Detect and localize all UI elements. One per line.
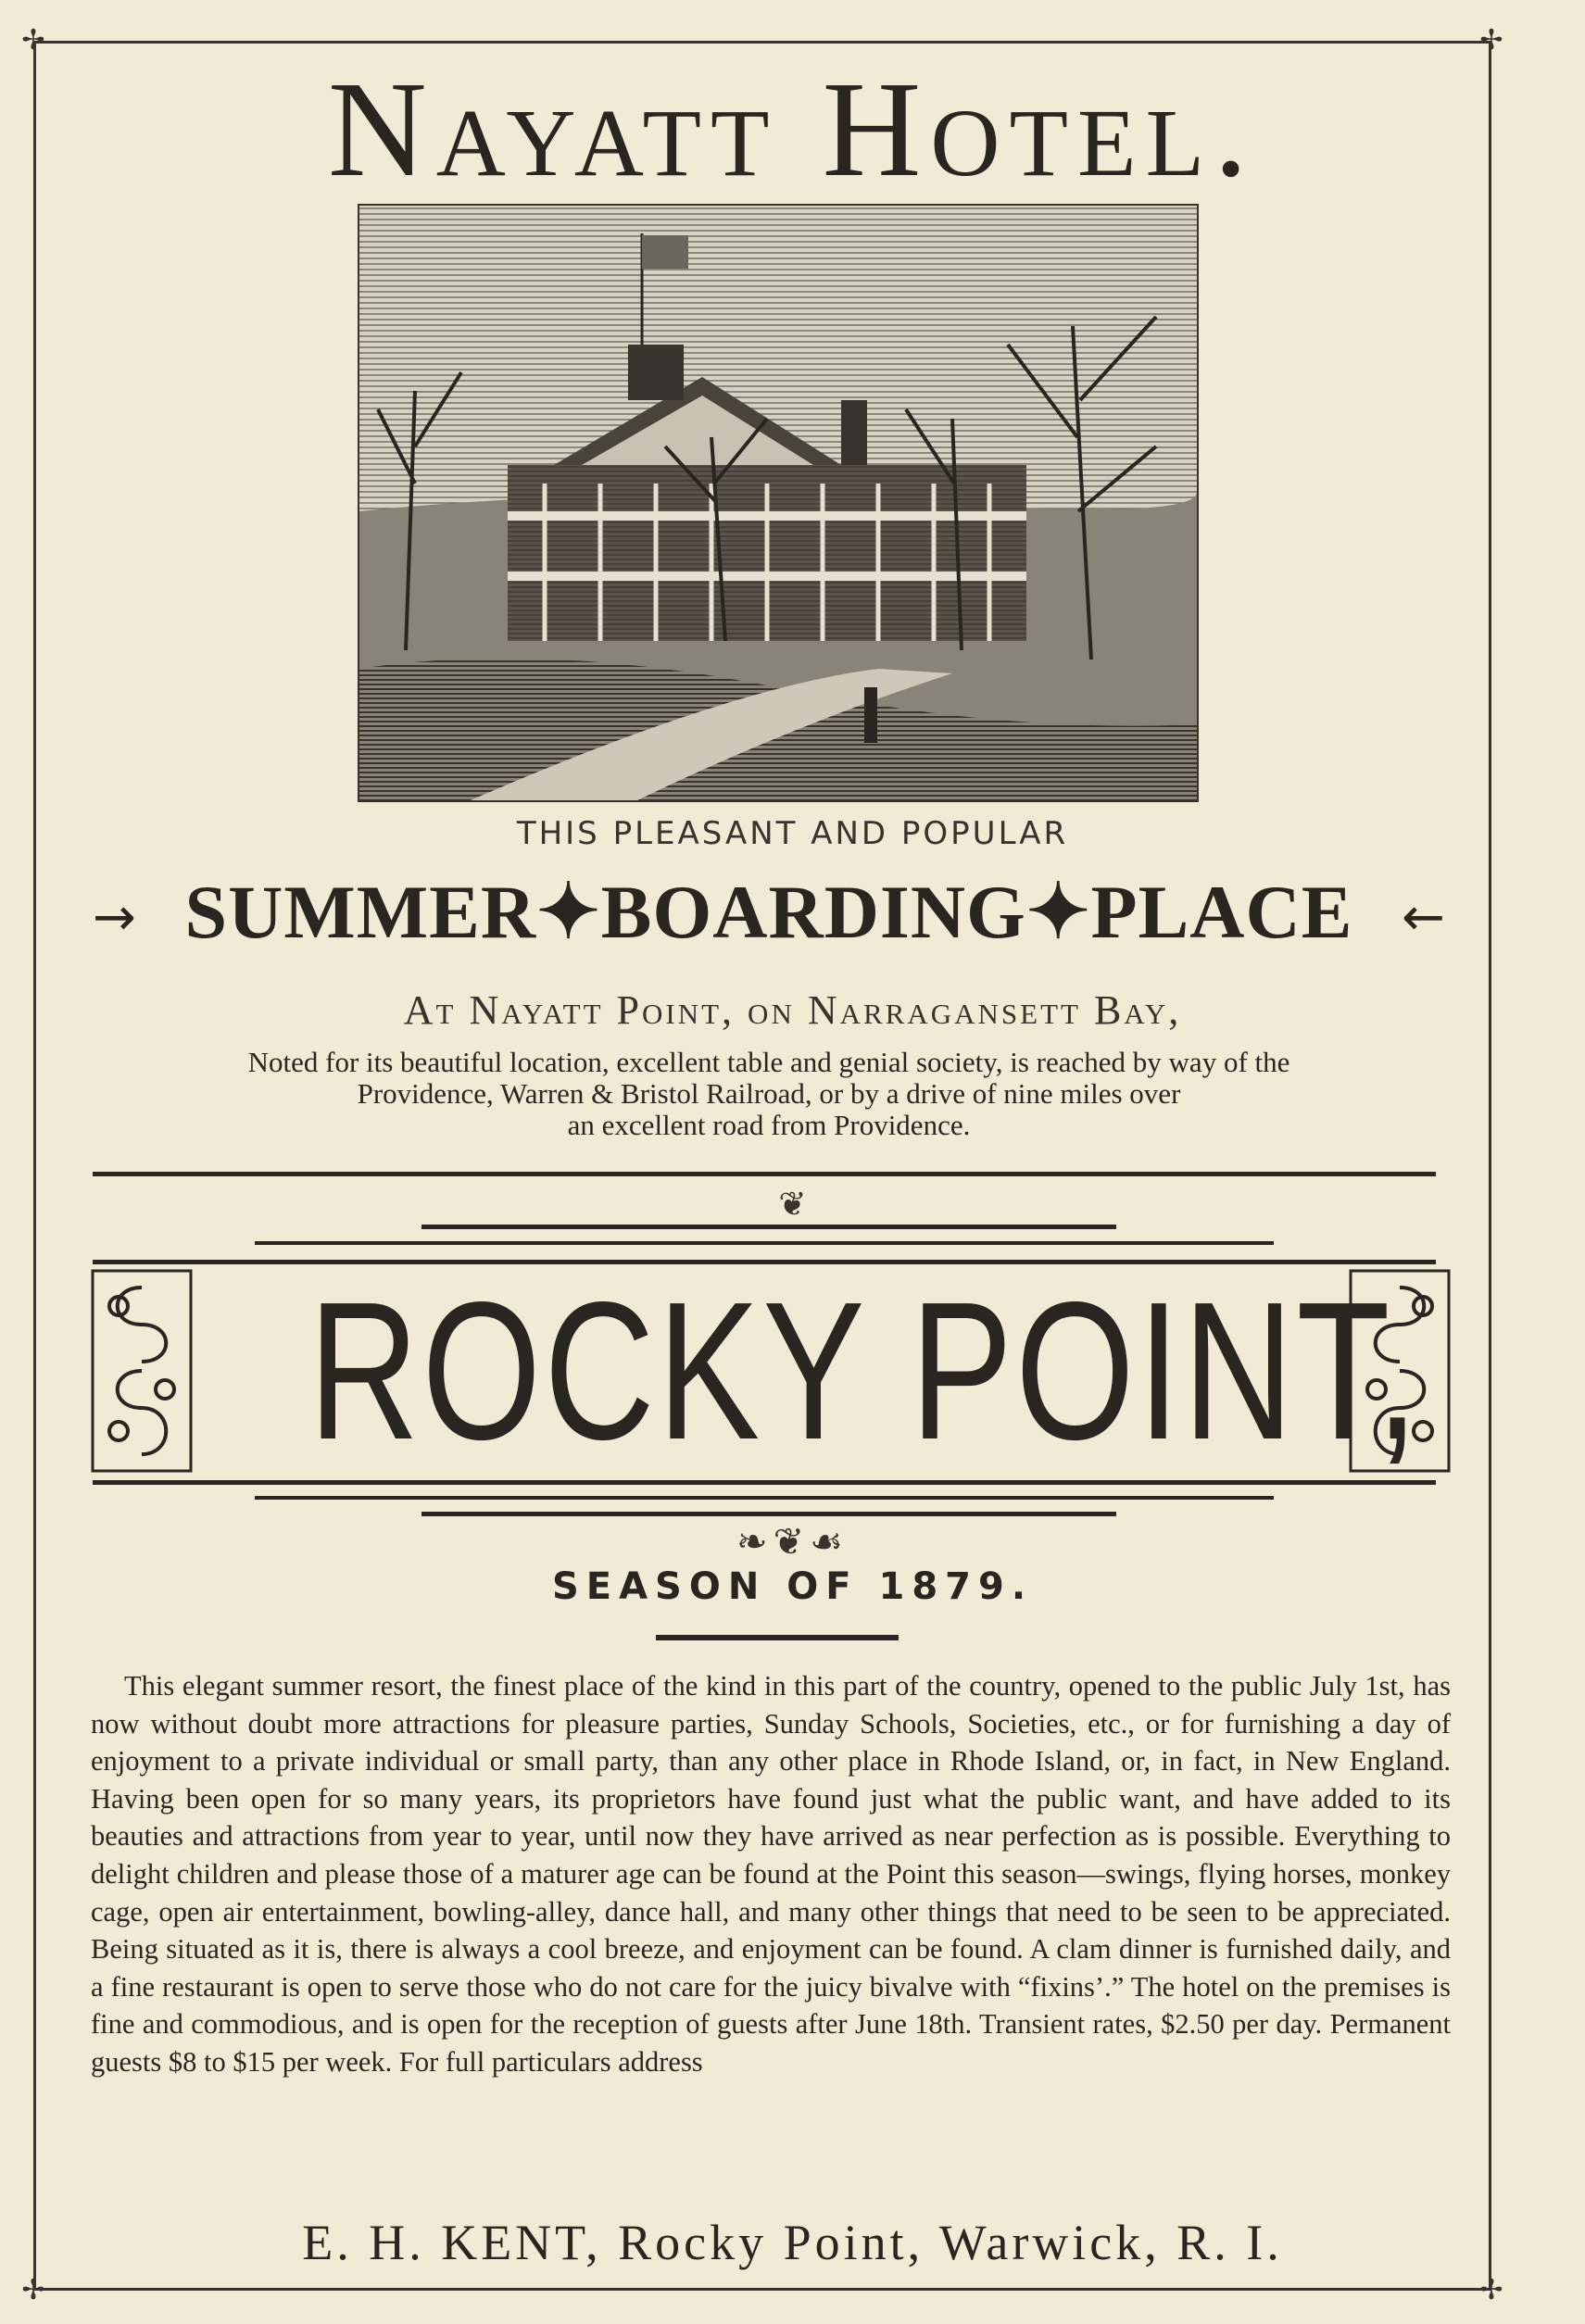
note-line: Providence, Warren & Bristol Railroad, or by a drive of nine miles over <box>357 1077 1181 1110</box>
tagline: THIS PLEASANT AND POPULAR <box>516 815 1069 852</box>
divider-rule <box>93 1172 1436 1176</box>
divider-rule <box>255 1241 1274 1245</box>
banner-title: SUMMER✦BOARDING✦PLACE <box>184 870 1353 954</box>
arrow-right-icon: → <box>93 887 136 948</box>
floral-ornament-icon: ❦ <box>778 1186 807 1224</box>
garland-ornament-icon: ❧❦☙ <box>736 1521 849 1564</box>
description-note <box>93 1047 1445 1141</box>
corner-ornament-icon: ✢ <box>21 24 45 57</box>
banner-row <box>93 871 1445 954</box>
location-line: At Nayatt Point, on Narragansett Bay, <box>403 987 1182 1033</box>
contact-address: E. H. KENT, Rocky Point, Warwick, R. I. <box>302 2215 1283 2270</box>
arrow-left-icon: ← <box>1402 887 1445 948</box>
scroll-ornament-icon <box>91 1269 193 1473</box>
note-line: an excellent road from Providence. <box>567 1109 971 1141</box>
divider-rule <box>421 1512 1116 1516</box>
corner-ornament-icon: ✢ <box>1479 24 1503 57</box>
hotel-engraving <box>358 204 1199 802</box>
season-heading: SEASON OF 1879. <box>551 1565 1034 1608</box>
divider-rule <box>255 1496 1274 1500</box>
hotel-title: Nayatt Hotel. <box>327 54 1258 206</box>
body-paragraph: This elegant summer resort, the finest place of the kind in this part of the country, opened to the public July 1st, has now without doubt more attractions for pleasure parties, Sunday Schools, Societies, etc., or for furnishing a day of enjoyment to a private individual or small party, than any other place in Rhode Island, or, in fact, in New England. Having been open for so many years, its proprietors have found just what the public want, and have added to its beauties and attractions from year to year, until now they have arrived as near perfection as is possible. Everything to delight children and please those of a maturer age can be found at the Point this season—swings, flying horses, monkey cage, open air entertainment, bowling-alley, dance hall, and many other things that need to be seen to be appreciated. Being situated as it is, there is always a cool breeze, and enjoyment can be found. A clam dinner is furnished daily, and a fine restaurant is open to serve those who do not care for the juicy bivalve with “fixins’.” The hotel on the premises is fine and commodious, and is open for the reception of guests after June 18th. Transient rates, $2.50 per day. Permanent guests $8 to $15 per week. For full particulars address <box>91 1670 1451 2078</box>
corner-ornament-icon: ✢ <box>21 2274 45 2306</box>
rocky-point-title: ROCKY POINT, <box>308 1261 1422 1480</box>
divider-rule <box>93 1480 1436 1485</box>
scroll-ornament-icon <box>1349 1269 1451 1473</box>
corner-ornament-icon: ✢ <box>1479 2274 1503 2306</box>
note-line: Noted for its beautiful location, excellent table and genial society, is reached by way of the <box>247 1046 1290 1078</box>
divider-rule <box>421 1225 1116 1229</box>
divider-rule <box>656 1635 899 1640</box>
